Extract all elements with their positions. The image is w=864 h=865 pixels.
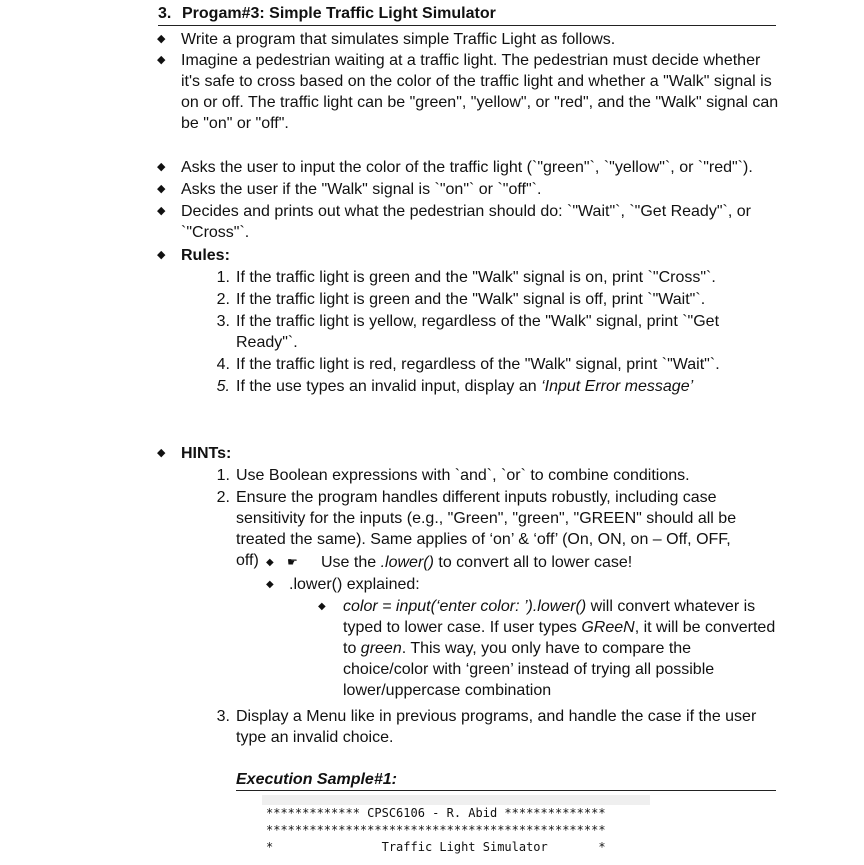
lower-detail <box>343 596 779 701</box>
bullet-icon: ◆ <box>157 447 166 459</box>
bullet-icon: ◆ <box>157 54 166 66</box>
hints-label: HINTs: <box>181 445 232 462</box>
rule-5-text: If the use types an invalid input, display an <box>236 378 542 395</box>
lower-part2: , it will be converted to <box>343 619 776 657</box>
bullet-icon: ◆ <box>266 579 274 590</box>
hint-1: Use Boolean expressions with `and`, `or` to combine conditions. <box>236 467 690 484</box>
bullet-icon: ◆ <box>266 557 274 568</box>
execution-sample-title: Execution Sample#1: <box>236 770 776 791</box>
intro-line-1: Write a program that simulates simple Traffic Light as follows. <box>181 31 616 48</box>
lower-example-out: green <box>360 640 402 657</box>
rule-1: If the traffic light is green and the "Walk" signal is on, print `"Cross"`. <box>236 269 716 286</box>
step-1: Asks the user to input the color of the traffic light (`"green"`, `"yellow"`, or `"red"`). <box>181 159 753 176</box>
step-2: Asks the user if the "Walk" signal is `"on"` or `"off"`. <box>181 181 542 198</box>
rule-number: 5. <box>216 378 230 395</box>
step-3: Decides and prints out what the pedestrian should do: `"Wait"`, `"Get Ready"`, or `"Cross"`. <box>181 203 751 241</box>
lower-part3: . This way, you only have to compare the choice/color with ‘green’ instead of trying all possible lower/uppercase combination <box>343 640 715 699</box>
bullet-icon: ◆ <box>157 33 166 45</box>
lower-tip <box>321 552 771 573</box>
lower-example-in: GReeN <box>581 619 635 636</box>
lower-tip-before: Use the <box>321 554 381 571</box>
bullet-icon: ◆ <box>157 249 166 261</box>
intro-paragraph: Imagine a pedestrian waiting at a traffic light. The pedestrian must decide whether it's safe to cross based on the color of the traffic light and whether a "Walk" signal is on or off. The traffic light can be "green", "yellow", or "red", and the "Walk" signal can be "on" or "off". <box>181 52 779 132</box>
pointing-hand-icon: ☛ <box>287 555 298 569</box>
bullet-icon: ◆ <box>157 205 166 217</box>
hint-number: 2. <box>216 489 230 506</box>
rule-2: If the traffic light is green and the "Walk" signal is off, print `"Wait"`. <box>236 291 706 308</box>
bullet-icon: ◆ <box>157 183 166 195</box>
rule-number: 3. <box>216 313 230 330</box>
console-line: ************* CPSC6106 - R. Abid ************** <box>266 806 606 820</box>
bullet-icon: ◆ <box>318 601 326 612</box>
lower-tip-method: .lower() <box>380 554 434 571</box>
rule-5-italic: ‘Input Error message’ <box>541 378 694 395</box>
lower-code: color = input(‘enter color: ’).lower() <box>343 598 587 615</box>
rule-4: If the traffic light is red, regardless of the "Walk" signal, print `"Wait"`. <box>236 356 720 373</box>
console-line: * Traffic Light Simulator * <box>266 840 606 854</box>
hint-3: Display a Menu like in previous programs, and handle the case if the user type an invalid choice. <box>236 708 757 746</box>
bullet-icon: ◆ <box>157 161 166 173</box>
section-heading <box>158 4 776 26</box>
rules-label: Rules: <box>181 247 230 264</box>
hint-2: Ensure the program handles different inputs robustly, including case sensitivity for the inputs (e.g., "Green", "green", "GREEN" should all be treated the same). Same applies of ‘on’ & ‘off’ (On, ON, on – Off, OFF, off) <box>236 489 737 569</box>
rule-number: 1. <box>216 269 230 286</box>
console-output <box>262 795 650 865</box>
lower-explained: .lower() explained: <box>289 576 420 593</box>
rule-3: If the traffic light is yellow, regardless of the "Walk" signal, print `"Get Ready"`. <box>236 313 720 351</box>
hint-number: 1. <box>216 467 230 484</box>
section-title: Progam#3: Simple Traffic Light Simulator <box>182 5 496 22</box>
section-number: 3. <box>158 5 172 22</box>
rule-5 <box>236 376 776 397</box>
lower-tip-after: to convert all to lower case! <box>433 554 633 571</box>
rule-number: 4. <box>216 356 230 373</box>
hint-number: 3. <box>216 708 230 725</box>
console-line: *********************************************** <box>266 823 606 837</box>
lower-part1: will convert whatever is typed to lower case. If user types <box>343 598 756 636</box>
rule-number: 2. <box>216 291 230 308</box>
